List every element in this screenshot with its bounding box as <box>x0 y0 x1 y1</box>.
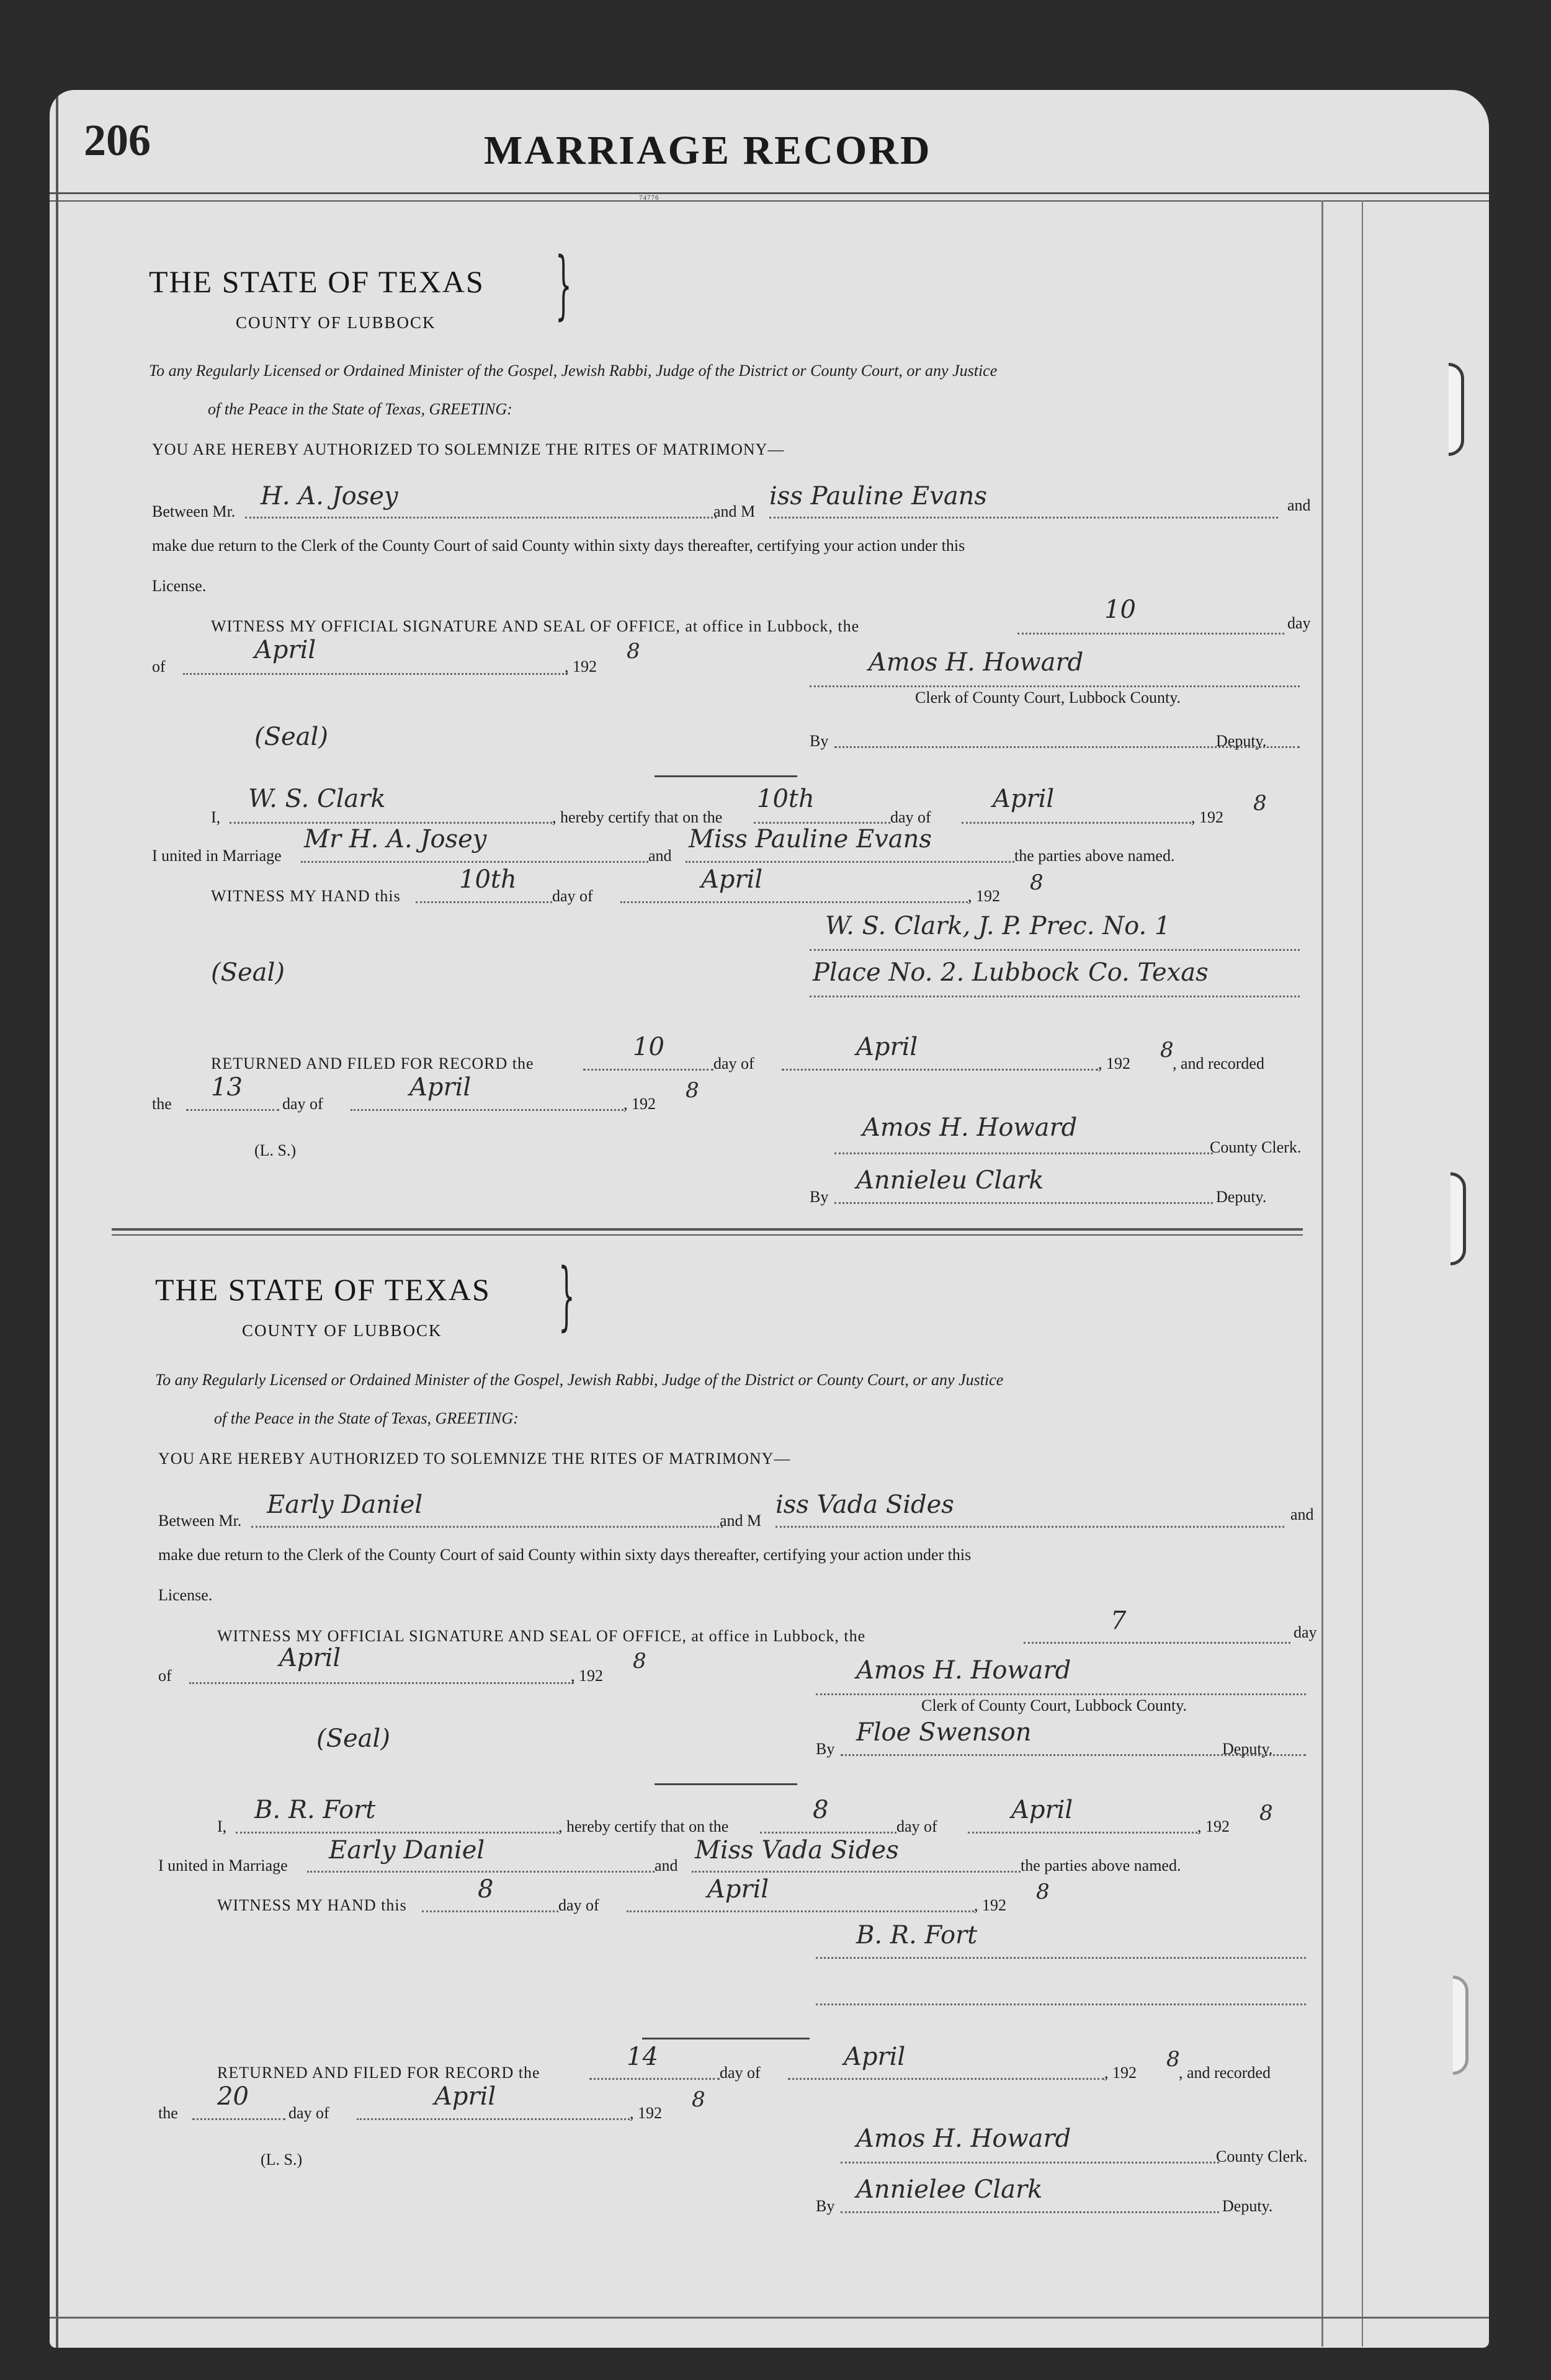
ls-label: (L. S.) <box>261 2150 303 2168</box>
left-edge-rule <box>56 90 58 2348</box>
and-label: and M <box>720 1512 762 1530</box>
license-year: 8 <box>627 639 640 664</box>
license-word: License. <box>152 577 207 595</box>
recorded-day: 13 <box>211 1073 243 1102</box>
the-label: the <box>152 1095 172 1113</box>
recorded-month-line <box>351 1109 624 1111</box>
record-separator-thin <box>112 1234 1303 1236</box>
parties-label: the parties above named. <box>1021 1856 1181 1874</box>
united-label: I united in Marriage <box>152 847 282 865</box>
cert-month: April <box>993 785 1055 813</box>
license-month-line <box>189 1682 574 1684</box>
cert-day-line <box>754 822 890 824</box>
groom-name: H. A. Josey <box>261 482 398 510</box>
brace: } <box>555 242 572 328</box>
section-divider <box>642 2038 810 2039</box>
record-page <box>50 90 1489 2348</box>
and-recorded: , and recorded <box>1173 1054 1264 1072</box>
year-prefix: , 192 <box>565 657 597 675</box>
license-month-line <box>183 673 568 675</box>
license-year: 8 <box>633 1649 646 1674</box>
license-day-line <box>1017 633 1284 635</box>
seal-handwritten: (Seal) <box>316 1724 390 1753</box>
header-rule-thin <box>50 200 1489 202</box>
groom-name: Early Daniel <box>267 1491 423 1519</box>
license-month: April <box>254 636 316 664</box>
hand-day: 8 <box>478 1875 494 1904</box>
united-bride-line <box>686 861 1014 863</box>
cert-day: 8 <box>813 1796 829 1824</box>
returned-month-line <box>782 1069 1098 1071</box>
county-clerk-label: County Clerk. <box>1216 2147 1308 2165</box>
year-prefix: , 192 <box>624 1095 656 1113</box>
officiant-signature-line-1 <box>810 949 1300 951</box>
returned-year: 8 <box>1160 1038 1174 1063</box>
groom-line <box>245 517 717 519</box>
and-recorded: , and recorded <box>1179 2064 1271 2082</box>
cert-year: 8 <box>1259 1801 1273 1825</box>
address-line-2: of the Peace in the State of Texas, GREETING: <box>214 1409 519 1427</box>
recorded-by-signature: Annielee Clark <box>856 2175 1043 2204</box>
binder-hole-2 <box>1450 1172 1466 1265</box>
day-of: day of <box>713 1054 754 1072</box>
bottom-rule <box>50 2317 1489 2319</box>
officiant-signature-2: Place No. 2. Lubbock Co. Texas <box>813 958 1209 987</box>
witness-hand: WITNESS MY HAND this <box>211 887 401 905</box>
recorded-month-line <box>357 2118 630 2120</box>
clerk-title: Clerk of County Court, Lubbock County. <box>915 689 1181 706</box>
and-end: and <box>1287 496 1311 514</box>
cert-month: April <box>1011 1796 1073 1824</box>
recorded-by-line <box>841 2211 1219 2213</box>
and-end: and <box>1290 1505 1314 1523</box>
witness-official: WITNESS MY OFFICIAL SIGNATURE AND SEAL OF OFFICE, at office in Lubbock, the <box>217 1627 866 1645</box>
recorded-year: 8 <box>686 1078 699 1103</box>
returned-day-line <box>583 1069 713 1071</box>
cert-day-line <box>760 1832 896 1834</box>
deputy-signature: Floe Swenson <box>856 1718 1032 1747</box>
recorded-day-line <box>192 2118 285 2120</box>
united-bride-line <box>692 1871 1021 1873</box>
margin-rule <box>1321 200 1323 2347</box>
officiant-line <box>230 822 552 824</box>
deputy-label: Deputy. <box>1222 2197 1273 2215</box>
ls-label: (L. S.) <box>254 1141 297 1159</box>
united-groom: Mr H. A. Josey <box>304 825 487 854</box>
county-heading: COUNTY OF LUBBOCK <box>236 313 436 332</box>
year-prefix: , 192 <box>630 2104 662 2122</box>
county-clerk-signature: Amos H. Howard <box>862 1113 1078 1142</box>
cert-i: I, <box>211 808 221 826</box>
recorded-by-signature: Annieleu Clark <box>856 1166 1044 1195</box>
state-heading: THE STATE OF TEXAS <box>155 1272 491 1307</box>
margin-rule-outer <box>1362 200 1363 2347</box>
united-bride: Miss Pauline Evans <box>689 825 932 854</box>
returned-day: 10 <box>633 1033 664 1061</box>
united-and: and <box>648 847 672 865</box>
witness-hand: WITNESS MY HAND this <box>217 1896 407 1914</box>
page-title: MARRIAGE RECORD <box>484 128 932 173</box>
year-prefix: , 192 <box>1098 1054 1130 1072</box>
officiant-name: W. S. Clark <box>248 785 386 813</box>
hand-day: 10th <box>459 865 517 894</box>
year-prefix: , 192 <box>1104 2064 1137 2082</box>
hand-day-line <box>416 901 552 903</box>
hand-year: 8 <box>1030 870 1044 895</box>
clerk-signature-line <box>816 1693 1306 1695</box>
cert-month-line <box>962 822 1191 824</box>
officiant-line <box>236 1832 558 1834</box>
of-label: of <box>152 657 166 675</box>
by-label: By <box>816 1740 835 1758</box>
year-prefix: , 192 <box>1191 808 1223 826</box>
recorded-year: 8 <box>692 2087 705 2112</box>
bride-name: iss Vada Sides <box>775 1491 954 1519</box>
hand-month: April <box>701 865 763 894</box>
deputy-label: Deputy. <box>1222 1740 1273 1758</box>
day-of: day of <box>896 1817 937 1835</box>
license-day: 7 <box>1111 1607 1127 1635</box>
hand-month-line <box>620 901 968 903</box>
day-of: day of <box>552 887 593 905</box>
hand-month-line <box>627 1910 974 1912</box>
cert-i: I, <box>217 1817 227 1835</box>
section-divider <box>655 775 797 777</box>
cert-year: 8 <box>1253 791 1267 816</box>
hand-year: 8 <box>1036 1879 1050 1904</box>
year-prefix: , 192 <box>974 1896 1006 1914</box>
returned-day-line <box>589 2078 720 2080</box>
license-word: License. <box>158 1586 213 1604</box>
printer-mark: 74776 <box>639 194 659 202</box>
cert-text: , hereby certify that on the <box>558 1817 729 1835</box>
day-label: day <box>1287 614 1311 632</box>
county-clerk-line <box>841 2162 1219 2164</box>
county-clerk-label: County Clerk. <box>1210 1138 1302 1156</box>
officiant-name: B. R. Fort <box>254 1796 376 1824</box>
bride-name: iss Pauline Evans <box>769 482 987 510</box>
officiant-signature-line-2 <box>810 996 1300 997</box>
witness-official: WITNESS MY OFFICIAL SIGNATURE AND SEAL OF OFFICE, at office in Lubbock, the <box>211 617 860 635</box>
page-number: 206 <box>84 115 151 165</box>
clerk-signature: Amos H. Howard <box>856 1656 1071 1685</box>
recorded-month: April <box>434 2082 496 2111</box>
cert-text: , hereby certify that on the <box>552 808 723 826</box>
recorded-day: 20 <box>217 2082 249 2111</box>
record-separator <box>112 1228 1303 1231</box>
united-label: I united in Marriage <box>158 1856 288 1874</box>
and-label: and M <box>713 502 756 520</box>
returned-month: April <box>856 1033 918 1061</box>
united-groom: Early Daniel <box>329 1836 485 1865</box>
county-heading: COUNTY OF LUBBOCK <box>242 1321 442 1340</box>
cert-month-line <box>968 1832 1197 1834</box>
parties-label: the parties above named. <box>1014 847 1175 865</box>
day-label: day <box>1294 1623 1317 1641</box>
officiant-signature-1: W. S. Clark, J. P. Prec. No. 1 <box>825 912 1171 940</box>
day-of: day of <box>558 1896 599 1914</box>
day-of: day of <box>282 1095 323 1113</box>
section-divider <box>655 1783 797 1785</box>
license-month: April <box>279 1644 341 1672</box>
seal-handwritten-2: (Seal) <box>211 958 285 987</box>
bride-line <box>769 517 1278 519</box>
officiant-signature-1: B. R. Fort <box>856 1921 978 1950</box>
clerk-signature-line <box>810 685 1300 687</box>
license-day-line <box>1024 1642 1290 1644</box>
officiant-signature-line-2 <box>816 2003 1306 2005</box>
clerk-title: Clerk of County Court, Lubbock County. <box>921 1696 1187 1714</box>
return-line: make due return to the Clerk of the County Court of said County within sixty days thereafter, certifying your action under this <box>158 1546 972 1564</box>
returned-label: RETURNED AND FILED FOR RECORD the <box>217 2064 540 2082</box>
united-groom-line <box>307 1871 655 1873</box>
hand-month: April <box>707 1875 769 1904</box>
year-prefix: , 192 <box>571 1667 603 1685</box>
year-prefix: , 192 <box>1197 1817 1230 1835</box>
deputy-label: Deputy. <box>1216 732 1267 750</box>
bride-line <box>775 1526 1284 1528</box>
seal-handwritten: (Seal) <box>254 723 328 751</box>
clerk-signature: Amos H. Howard <box>869 648 1084 677</box>
between-label: Between Mr. <box>158 1512 242 1530</box>
address-line-1: To any Regularly Licensed or Ordained Minister of the Gospel, Jewish Rabbi, Judge of the District or County Court, or any Justice <box>155 1371 1004 1389</box>
recorded-by-line <box>834 1202 1213 1204</box>
returned-month: April <box>844 2043 906 2071</box>
return-line: make due return to the Clerk of the County Court of said County within sixty days thereafter, certifying your action under this <box>152 537 965 555</box>
of-label: of <box>158 1667 172 1685</box>
united-bride: Miss Vada Sides <box>695 1836 899 1865</box>
returned-month-line <box>788 2078 1104 2080</box>
license-day: 10 <box>1104 595 1136 624</box>
binder-hole-3 <box>1453 1976 1468 2075</box>
by-label: By <box>810 1188 829 1206</box>
brace: } <box>558 1253 575 1339</box>
day-of: day of <box>890 808 931 826</box>
hand-day-line <box>422 1910 558 1912</box>
by-label: By <box>810 732 829 750</box>
day-of: day of <box>720 2064 761 2082</box>
cert-day: 10th <box>757 785 815 813</box>
day-of: day of <box>288 2104 329 2122</box>
header-rule <box>50 192 1489 194</box>
binder-hole-1 <box>1449 363 1464 456</box>
recorded-day-line <box>186 1109 279 1111</box>
united-and: and <box>655 1856 678 1874</box>
the-label: the <box>158 2104 178 2122</box>
address-line-1: To any Regularly Licensed or Ordained Minister of the Gospel, Jewish Rabbi, Judge of the District or County Court, or any Justice <box>149 362 998 380</box>
returned-year: 8 <box>1166 2047 1180 2072</box>
united-groom-line <box>301 861 648 863</box>
groom-line <box>251 1526 723 1528</box>
year-prefix: , 192 <box>968 887 1000 905</box>
authorize-line: YOU ARE HEREBY AUTHORIZED TO SOLEMNIZE THE RITES OF MATRIMONY— <box>158 1450 791 1468</box>
county-clerk-signature: Amos H. Howard <box>856 2124 1071 2153</box>
by-label: By <box>816 2197 835 2215</box>
deputy-label: Deputy. <box>1216 1188 1267 1206</box>
address-line-2: of the Peace in the State of Texas, GREETING: <box>208 400 512 418</box>
recorded-month: April <box>409 1073 472 1102</box>
officiant-signature-line-1 <box>816 1957 1306 1959</box>
returned-day: 14 <box>627 2043 658 2071</box>
county-clerk-line <box>834 1152 1213 1154</box>
authorize-line: YOU ARE HEREBY AUTHORIZED TO SOLEMNIZE THE RITES OF MATRIMONY— <box>152 440 785 458</box>
returned-label: RETURNED AND FILED FOR RECORD the <box>211 1054 534 1072</box>
between-label: Between Mr. <box>152 502 236 520</box>
state-heading: THE STATE OF TEXAS <box>149 264 485 299</box>
